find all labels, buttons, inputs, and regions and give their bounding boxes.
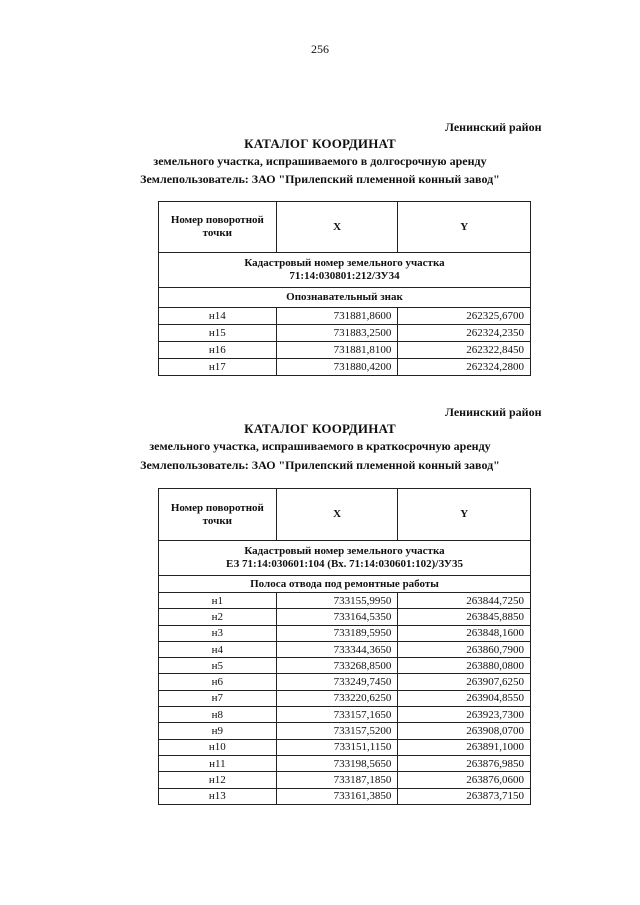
table-row [159,359,531,376]
coordinates-table [158,488,531,805]
point-number-cell: н6 [159,674,277,690]
y-coordinate-cell: 263848,1600 [398,625,531,641]
y-coordinate-cell: 263876,0600 [398,772,531,788]
catalog-subtitle: земельного участка, испрашиваемого в долгосрочную аренду [153,154,487,168]
header-y: Y [398,489,531,541]
y-coordinate-cell: 263876,9850 [398,755,531,771]
table-row [159,690,531,706]
x-coordinate-cell: 733344,3650 [276,641,398,657]
x-coordinate-cell: 731883,2500 [276,325,398,342]
y-coordinate-cell: 263891,1000 [398,739,531,755]
header-point-number: Номер поворотной точки [159,489,277,541]
header-x: X [276,489,398,541]
y-coordinate-cell: 262325,6700 [398,308,531,325]
table-row [159,625,531,641]
x-coordinate-cell: 733249,7450 [276,674,398,690]
point-number-cell: н13 [159,788,277,804]
district-label: Ленинский район [445,405,542,419]
y-coordinate-cell: 263907,6250 [398,674,531,690]
y-coordinate-cell: 263908,0700 [398,723,531,739]
point-number-cell: н9 [159,723,277,739]
x-coordinate-cell: 731881,8100 [276,342,398,359]
cadastral-number: 71:14:030801:212/ЗУ34 [289,270,400,282]
table-row [159,658,531,674]
table-header-row [159,202,531,253]
point-number-cell: н15 [159,325,277,342]
x-coordinate-cell: 733187,1850 [276,772,398,788]
y-coordinate-cell: 263873,7150 [398,788,531,804]
x-coordinate-cell: 733161,3850 [276,788,398,804]
table-row [159,772,531,788]
table-row [159,723,531,739]
header-x: X [276,202,398,253]
cadastral-number: ЕЗ 71:14:030601:104 (Вх. 71:14:030601:102)/ЗУ35 [226,558,463,570]
y-coordinate-cell: 263880,0800 [398,658,531,674]
y-coordinate-cell: 262324,2800 [398,359,531,376]
y-coordinate-cell: 263860,7900 [398,641,531,657]
point-number-cell: н11 [159,755,277,771]
catalog-title: КАТАЛОГ КООРДИНАТ [244,421,396,436]
table-row [159,739,531,755]
table-row [159,707,531,723]
land-user: Землепользователь: ЗАО "Прилепский племенной конный завод" [140,458,500,472]
header-y: Y [398,202,531,253]
y-coordinate-cell: 263923,7300 [398,707,531,723]
point-number-cell: н12 [159,772,277,788]
point-number-cell: н3 [159,625,277,641]
x-coordinate-cell: 733157,5200 [276,723,398,739]
y-coordinate-cell: 263844,7250 [398,593,531,609]
cadastral-label: Кадастровый номер земельного участка [244,545,445,557]
point-number-cell: н14 [159,308,277,325]
x-coordinate-cell: 733220,6250 [276,690,398,706]
table-row [159,609,531,625]
section-row [159,288,531,308]
table-row [159,308,531,325]
catalog-title: КАТАЛОГ КООРДИНАТ [244,136,396,151]
x-coordinate-cell: 733155,9950 [276,593,398,609]
header-point-number: Номер поворотной точки [159,202,277,253]
x-coordinate-cell: 733189,5950 [276,625,398,641]
cadastral-row [159,541,531,576]
point-number-cell: н8 [159,707,277,723]
section-label: Полоса отвода под ремонтные работы [159,576,531,593]
y-coordinate-cell: 262322,8450 [398,342,531,359]
x-coordinate-cell: 733164,5350 [276,609,398,625]
table-row [159,755,531,771]
point-number-cell: н17 [159,359,277,376]
table-row [159,788,531,804]
point-number-cell: н10 [159,739,277,755]
x-coordinate-cell: 733268,8500 [276,658,398,674]
catalog-subtitle: земельного участка, испрашиваемого в краткосрочную аренду [149,439,491,453]
page-number: 256 [311,42,329,56]
point-number-cell: н7 [159,690,277,706]
y-coordinate-cell: 262324,2350 [398,325,531,342]
point-number-cell: н5 [159,658,277,674]
section-row [159,576,531,593]
y-coordinate-cell: 263904,8550 [398,690,531,706]
cadastral-row [159,253,531,288]
coordinates-table [158,201,531,376]
x-coordinate-cell: 731880,4200 [276,359,398,376]
cadastral-label: Кадастровый номер земельного участка [244,257,445,269]
district-label: Ленинский район [445,120,542,134]
x-coordinate-cell: 733198,5650 [276,755,398,771]
table-row [159,674,531,690]
x-coordinate-cell: 733151,1150 [276,739,398,755]
point-number-cell: н2 [159,609,277,625]
section-label: Опознавательный знак [159,288,531,308]
table-row [159,325,531,342]
x-coordinate-cell: 733157,1650 [276,707,398,723]
point-number-cell: н16 [159,342,277,359]
table-row [159,641,531,657]
table-row [159,342,531,359]
table-row [159,593,531,609]
y-coordinate-cell: 263845,8850 [398,609,531,625]
table-header-row [159,489,531,541]
point-number-cell: н4 [159,641,277,657]
land-user: Землепользователь: ЗАО "Прилепский племенной конный завод" [140,172,500,186]
x-coordinate-cell: 731881,8600 [276,308,398,325]
point-number-cell: н1 [159,593,277,609]
